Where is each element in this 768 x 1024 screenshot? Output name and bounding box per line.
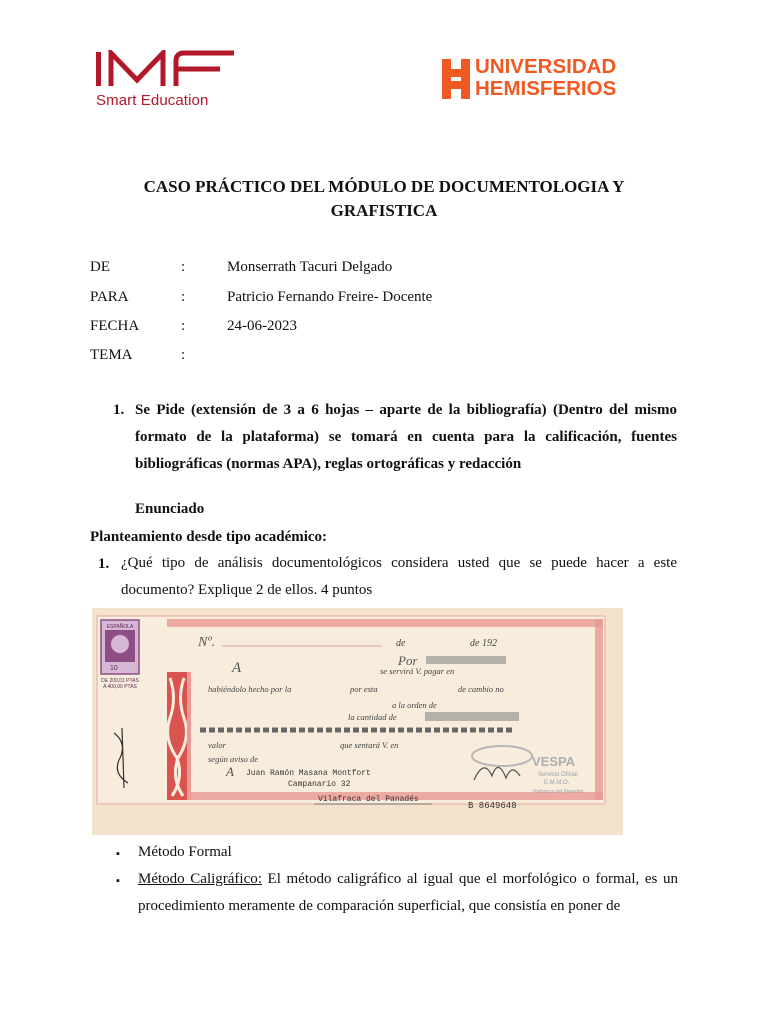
orden-label: a la orden de bbox=[392, 700, 437, 710]
memo-label: PARA bbox=[90, 289, 129, 305]
memo-colon: : bbox=[181, 289, 186, 305]
university-logo-line1: UNIVERSIDAD bbox=[475, 55, 617, 78]
question-number: 1. bbox=[98, 556, 110, 572]
addressee-line2: Campanario 32 bbox=[288, 780, 351, 789]
stamp-brand: VESPA bbox=[532, 754, 576, 769]
memo-colon: : bbox=[181, 318, 186, 334]
a-label: A bbox=[232, 660, 242, 676]
memo-colon: : bbox=[181, 347, 186, 363]
bullet-item-metodo-formal bbox=[138, 839, 678, 866]
memo-colon: : bbox=[181, 259, 186, 275]
memo-value: Monserrath Tacuri Delgado bbox=[227, 259, 393, 275]
no-label: Nº. bbox=[198, 635, 216, 650]
stamp-sub2: E.M.M.O. bbox=[544, 780, 570, 786]
memo-label: FECHA bbox=[90, 318, 140, 334]
bullet-marker: ▪ bbox=[116, 875, 120, 887]
university-logo-line2: HEMISFERIOS bbox=[475, 77, 617, 100]
stamp-caption-1: DE 200,01 PTAS bbox=[101, 678, 139, 684]
addressee-line3: Vilafraca del Panadés bbox=[318, 795, 419, 804]
memo-value: Patricio Fernando Freire- Docente bbox=[227, 289, 433, 305]
bullet-text: El método caligráfico al igual que el morfológico o formal, es un procedimiento meramente de comparación superficial, que consistía en poner de bbox=[138, 871, 678, 914]
aviso-label: según aviso de bbox=[208, 754, 259, 764]
serviran-label: se servirá V. pagar en bbox=[380, 666, 455, 676]
cantidad-label: la cantidad de bbox=[348, 712, 397, 722]
habiendolo-label: habiéndolo hecho por la bbox=[208, 684, 292, 694]
title-line1: CASO PRÁCTICO DEL MÓDULO DE DOCUMENTOLOGIA Y bbox=[143, 177, 625, 196]
imf-logo-subtitle: Smart Education bbox=[96, 92, 209, 109]
hemisferios-h-icon bbox=[441, 57, 471, 101]
sentara-label: que sentará V. en bbox=[340, 740, 399, 750]
bullet-label: Método Formal bbox=[138, 844, 232, 860]
memo-label: DE bbox=[90, 259, 110, 275]
memo-row-tema bbox=[90, 347, 650, 367]
stamp-caption-2: A 400,00 PTAS bbox=[103, 684, 137, 690]
title-line2: GRAFISTICA bbox=[330, 201, 438, 220]
por-esta-label: por esta bbox=[350, 684, 378, 694]
memo-row-de bbox=[90, 259, 650, 279]
por-label: Por bbox=[398, 653, 418, 668]
instruction-text: Se Pide (extensión de 3 a 6 hojas – aparte de la bibliografía) (Dentro del mismo formato de la plataforma) se tomará en cuenta para la calificación, fuentes bibliográficas (normas APA), reglas ortográficas y redacción bbox=[135, 402, 677, 472]
bill-of-exchange-drawing bbox=[92, 608, 623, 835]
de-label: de bbox=[396, 638, 406, 649]
memo-row-fecha bbox=[90, 318, 650, 338]
imf-logo bbox=[94, 50, 236, 112]
valor-label: valor bbox=[208, 740, 226, 750]
stamp-value: 10 bbox=[110, 665, 118, 672]
planteamiento-heading: Planteamiento desde tipo académico: bbox=[90, 529, 328, 545]
memo-row-para bbox=[90, 289, 650, 309]
imf-logo-mark bbox=[94, 50, 236, 90]
memo-label: TEMA bbox=[90, 347, 133, 363]
bullet-item-metodo-caligrafico bbox=[138, 866, 678, 920]
serial-number: B 8649648 bbox=[468, 801, 517, 811]
stamp-city: Vilafranca del Penedès bbox=[532, 789, 584, 795]
year-label: de 192 bbox=[470, 638, 497, 649]
document-title bbox=[100, 175, 668, 223]
addressee-line1: Juan Ramón Masana Montfort bbox=[246, 769, 371, 778]
enunciado-heading: Enunciado bbox=[135, 501, 205, 517]
question-text: ¿Qué tipo de análisis documentológicos considera usted que se puede hacer a este documento? Explique 2 de ellos. 4 puntos bbox=[121, 555, 677, 598]
bullet-marker: ▪ bbox=[116, 848, 120, 860]
stamp-sub: Servicio Oficial bbox=[538, 772, 578, 778]
addressee-a: A bbox=[226, 764, 234, 779]
memo-value: 24-06-2023 bbox=[227, 318, 297, 334]
cambio-label: de cambio no bbox=[458, 684, 504, 694]
bullet-label: Método Caligráfico: bbox=[138, 871, 262, 887]
instruction-number: 1. bbox=[113, 402, 125, 418]
university-logo bbox=[441, 57, 645, 103]
stamp-top-text: ESPAÑOLA bbox=[106, 624, 134, 630]
bill-of-exchange-image bbox=[92, 608, 623, 835]
